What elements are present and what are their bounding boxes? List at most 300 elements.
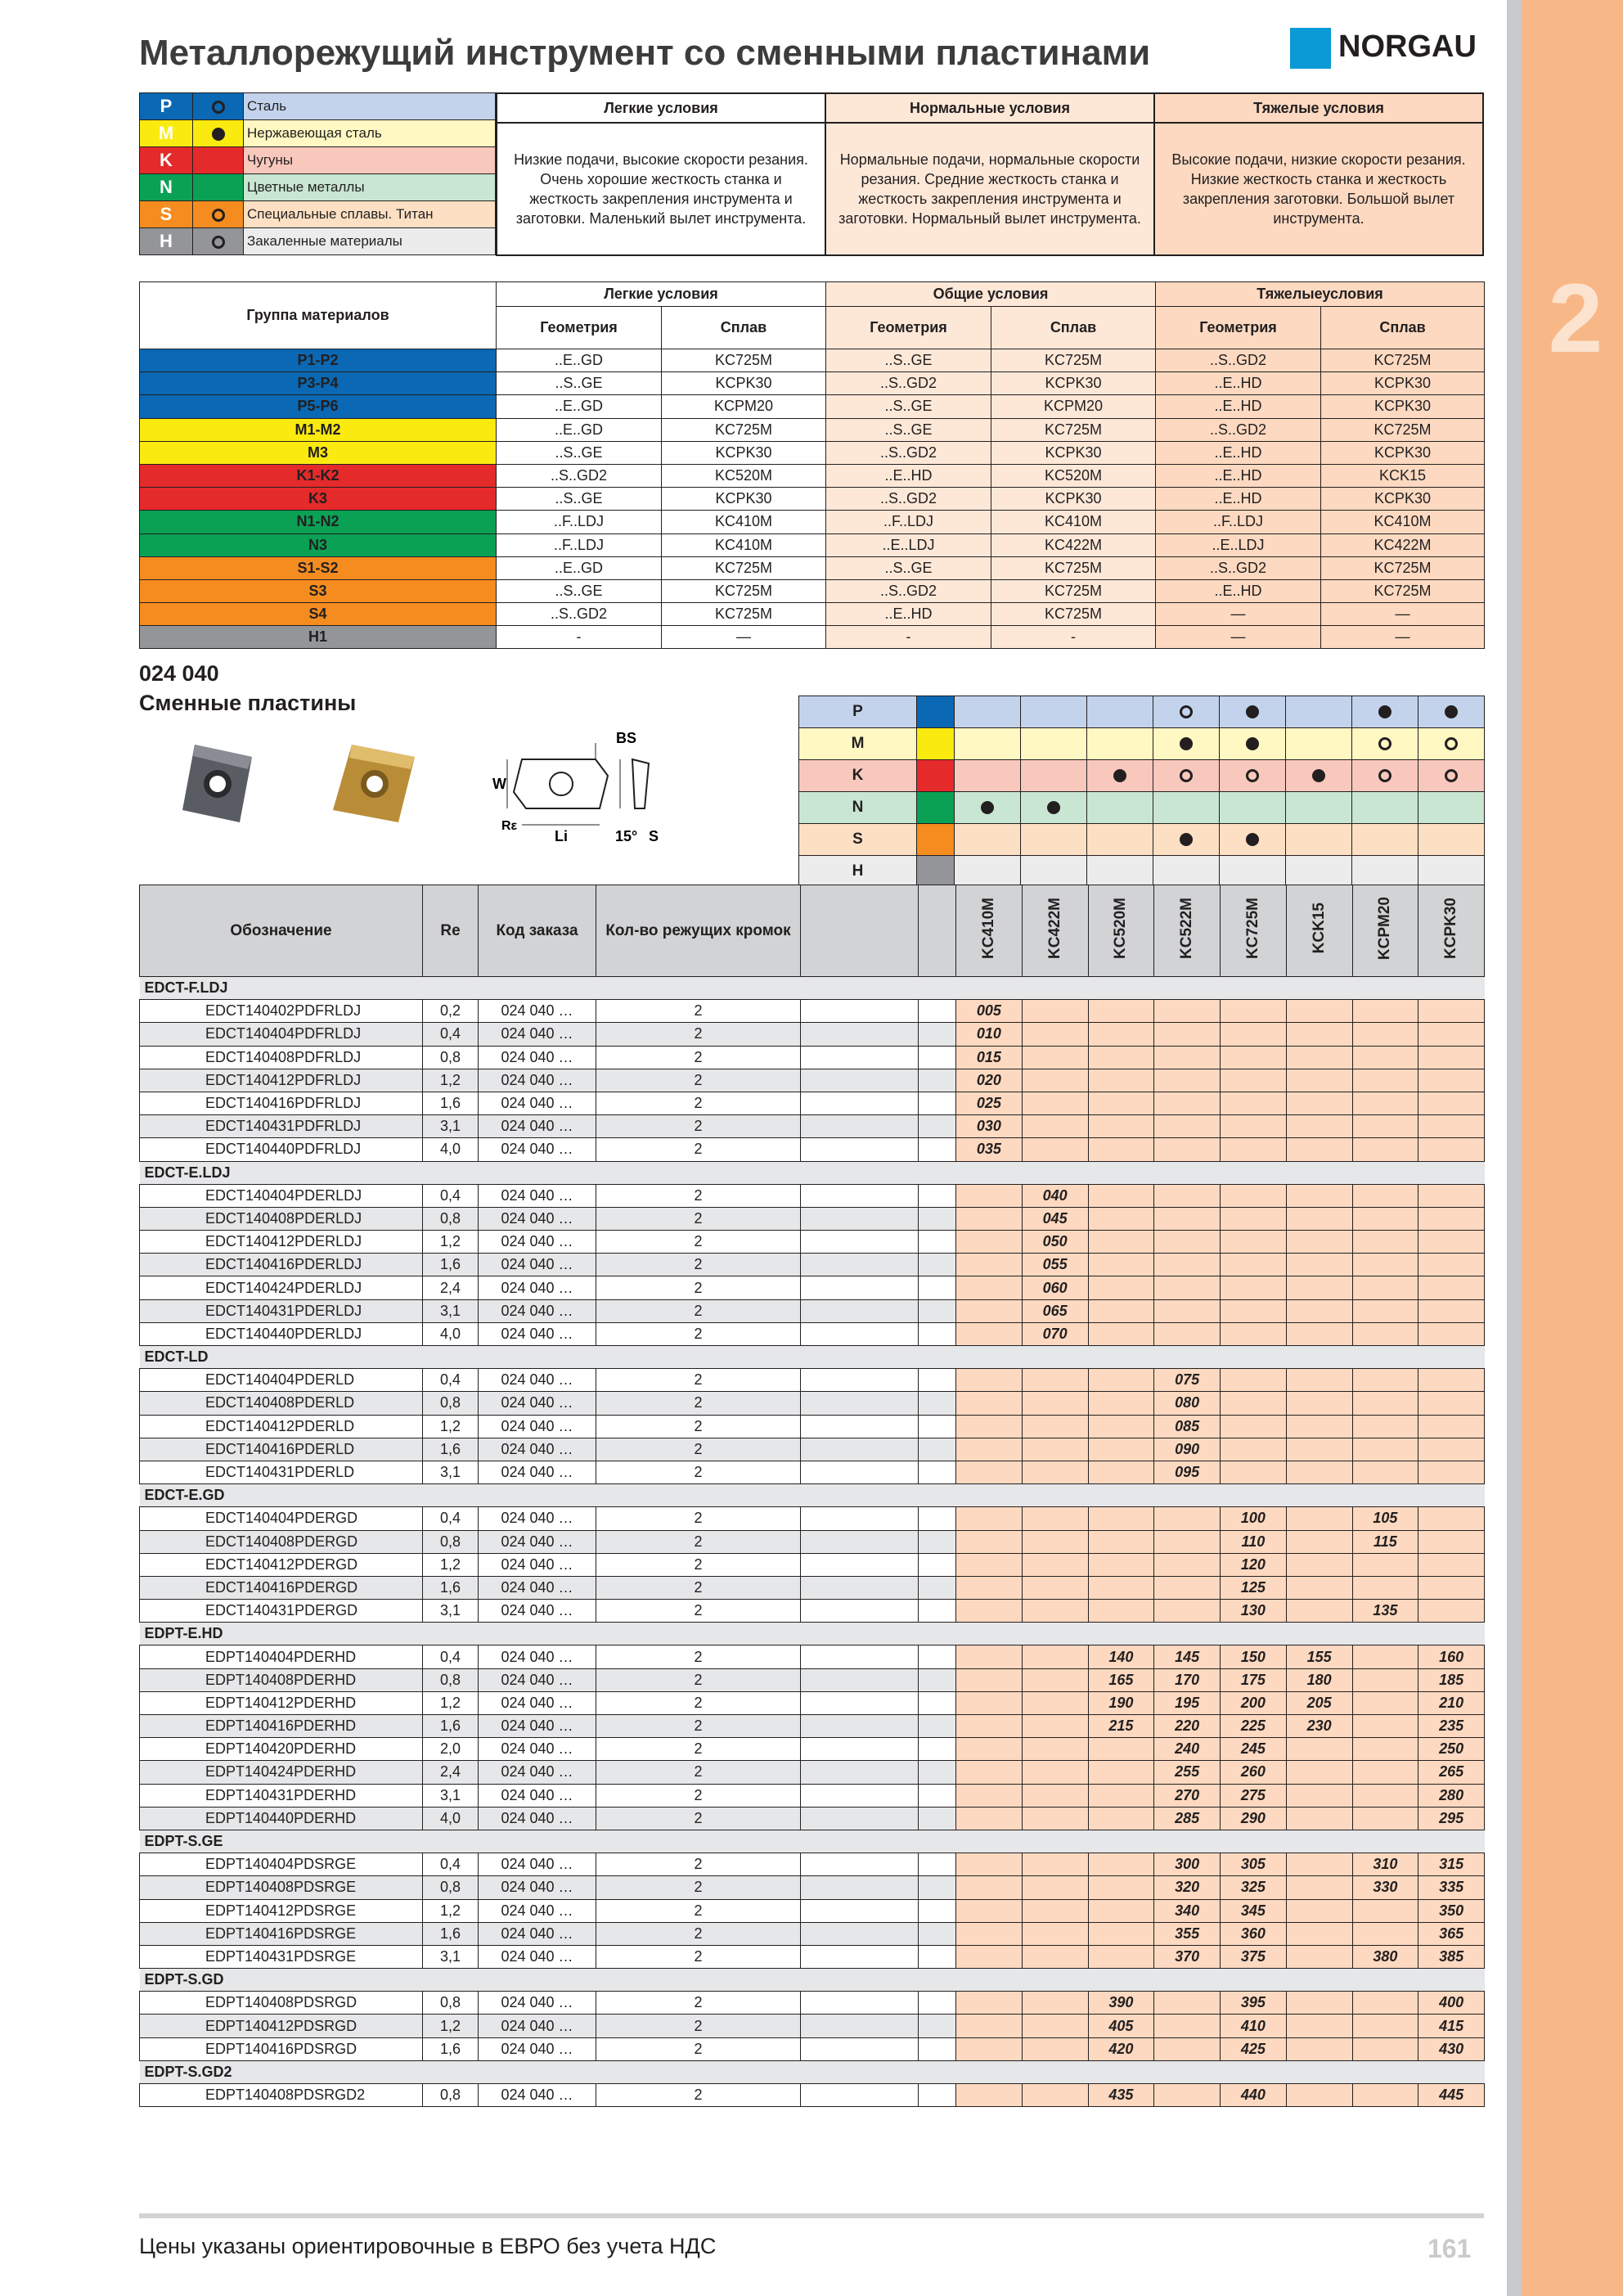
blank-cell	[801, 1668, 919, 1691]
matrix-cell	[1352, 856, 1418, 888]
price-cell	[956, 2084, 1023, 2107]
matrix-cell	[1087, 728, 1153, 760]
price-cell	[1352, 1668, 1418, 1691]
price-cell: 315	[1418, 1853, 1485, 1876]
blank-header	[801, 885, 919, 977]
order-code-cell: 024 040 …	[479, 1322, 596, 1345]
grade-cell: KC410M	[1321, 511, 1485, 533]
price-cell	[1088, 1922, 1154, 1945]
order-code-cell: 024 040 …	[479, 1138, 596, 1161]
matrix-cell	[1021, 856, 1087, 888]
price-cell: 410	[1221, 2015, 1287, 2037]
price-cell	[1022, 1046, 1088, 1069]
grade-header	[1088, 885, 1154, 977]
table-row	[140, 1369, 1485, 1392]
price-cell	[1022, 1645, 1088, 1668]
price-cell	[1418, 1115, 1485, 1138]
grade-cell: ..S..GD2	[826, 372, 991, 395]
grade-cell: ..F..LDJ	[497, 511, 662, 533]
blank-cell	[801, 1415, 919, 1438]
edges-cell: 2	[596, 1738, 801, 1761]
blank-cell	[919, 1138, 956, 1161]
price-cell	[1154, 1046, 1221, 1069]
price-cell	[1352, 1000, 1418, 1023]
price-cell: 330	[1352, 1876, 1418, 1899]
re-cell: 1,2	[423, 1415, 479, 1438]
grade-cell: -	[497, 626, 662, 649]
price-cell: 430	[1418, 2037, 1485, 2060]
price-cell	[1088, 1322, 1154, 1345]
re-cell: 1,6	[423, 1254, 479, 1276]
blank-cell	[801, 1761, 919, 1784]
order-code-cell: 024 040 …	[479, 1254, 596, 1276]
price-cell: 325	[1221, 1876, 1287, 1899]
price-cell: 270	[1154, 1784, 1221, 1807]
blank-cell	[801, 1553, 919, 1576]
table-row	[140, 1876, 1485, 1899]
blank-cell	[801, 1876, 919, 1899]
cond-light-title: Легкие условия	[497, 93, 825, 123]
material-group-row	[140, 441, 1485, 464]
blank-cell	[801, 1231, 919, 1254]
price-cell	[1022, 2037, 1088, 2060]
price-cell	[1286, 1322, 1352, 1345]
price-cell: 070	[1022, 1322, 1088, 1345]
matrix-cell	[1153, 824, 1220, 856]
price-cell	[1286, 1461, 1352, 1483]
price-cell	[1022, 1715, 1088, 1738]
price-cell: 135	[1352, 1600, 1418, 1623]
price-cell	[1286, 1092, 1352, 1114]
table-row	[140, 1415, 1485, 1438]
re-cell: 0,8	[423, 1046, 479, 1069]
grade-cell: KC725M	[1321, 556, 1485, 579]
grade-header	[1418, 885, 1485, 977]
price-cell	[1221, 1461, 1287, 1483]
price-cell: 080	[1154, 1392, 1221, 1415]
price-cell	[1088, 1853, 1154, 1876]
edges-cell: 2	[596, 1876, 801, 1899]
blank-cell	[801, 2084, 919, 2107]
price-cell	[956, 1461, 1023, 1483]
price-cell: 305	[1221, 1853, 1287, 1876]
blank-cell	[919, 1415, 956, 1438]
group-name: EDCT-LD	[140, 1346, 1485, 1369]
edges-cell: 2	[596, 1092, 801, 1114]
designation-cell: EDPT140416PDERHD	[140, 1715, 423, 1738]
designation-cell: EDCT140416PDERGD	[140, 1576, 423, 1599]
re-cell: 0,8	[423, 1392, 479, 1415]
price-cell: 390	[1088, 1992, 1154, 2015]
price-cell	[1352, 1899, 1418, 1922]
legend-label: Чугуны	[244, 147, 496, 174]
general-conditions-header: Общие условия	[826, 282, 1156, 307]
price-cell	[1286, 1231, 1352, 1254]
designation-cell: EDCT140440PDFRLDJ	[140, 1138, 423, 1161]
table-row	[140, 1392, 1485, 1415]
group-row	[140, 1830, 1485, 1853]
price-cell: 285	[1154, 1807, 1221, 1830]
edges-cell: 2	[596, 1922, 801, 1945]
price-cell: 015	[956, 1046, 1023, 1069]
price-cell	[1352, 1461, 1418, 1483]
price-cell	[1022, 1530, 1088, 1553]
price-cell	[1022, 2084, 1088, 2107]
cond-normal-text: Нормальные подачи, нормальные скорости резания. Средние жесткость станка и жесткость закрепления инструмента и заготовки. Нормальный вылет инструмента.	[825, 123, 1154, 255]
blank-cell	[801, 1254, 919, 1276]
material-group-cell: S4	[140, 603, 497, 626]
ring-icon	[1246, 769, 1259, 782]
matrix-cell	[1286, 856, 1352, 888]
matrix-cell	[1220, 856, 1286, 888]
price-cell	[1022, 1691, 1088, 1714]
legend-code: P	[140, 93, 193, 120]
price-cell	[956, 1530, 1023, 1553]
price-cell	[1221, 1415, 1287, 1438]
price-cell	[1154, 1530, 1221, 1553]
matrix-cell	[1352, 696, 1418, 728]
price-cell	[1022, 1415, 1088, 1438]
price-cell	[1022, 1392, 1088, 1415]
grade-cell: KC725M	[662, 349, 826, 372]
price-cell	[1088, 1369, 1154, 1392]
price-cell	[956, 1207, 1023, 1230]
matrix-cell	[1087, 760, 1153, 792]
re-cell: 3,1	[423, 1600, 479, 1623]
price-cell: 425	[1221, 2037, 1287, 2060]
table-row	[140, 1231, 1485, 1254]
legend-code: N	[140, 174, 193, 201]
order-code-cell: 024 040 …	[479, 1738, 596, 1761]
price-cell	[1022, 1600, 1088, 1623]
order-code-cell: 024 040 …	[479, 1645, 596, 1668]
price-cell	[1088, 1254, 1154, 1276]
price-cell	[1154, 1231, 1221, 1254]
price-cell: 215	[1088, 1715, 1154, 1738]
matrix-cell	[1418, 728, 1485, 760]
grade-cell: ..E..HD	[1156, 488, 1321, 511]
price-cell	[1088, 1807, 1154, 1830]
price-cell: 415	[1418, 2015, 1485, 2037]
re-cell: 0,8	[423, 2084, 479, 2107]
material-group-row	[140, 626, 1485, 649]
order-code-cell: 024 040 …	[479, 1784, 596, 1807]
grade-label: KC422M	[1045, 898, 1063, 959]
chapter-number: 2	[1548, 263, 1603, 373]
grade-header	[1154, 885, 1221, 977]
heavy-conditions-header: Тяжелыеусловия	[1156, 282, 1485, 307]
dot-icon	[981, 801, 994, 814]
table-row	[140, 1207, 1485, 1230]
insert-drawing	[489, 727, 686, 845]
grade-cell: —	[1156, 626, 1321, 649]
grade-cell: -	[991, 626, 1156, 649]
legend-symbol	[193, 174, 244, 201]
ring-icon	[1378, 769, 1391, 782]
legend-symbol	[193, 228, 244, 255]
edges-cell: 2	[596, 1853, 801, 1876]
price-cell: 165	[1088, 1668, 1154, 1691]
price-cell	[1088, 1738, 1154, 1761]
price-cell	[956, 1322, 1023, 1345]
price-cell	[956, 1784, 1023, 1807]
edges-cell: 2	[596, 1438, 801, 1461]
blank-cell	[801, 1715, 919, 1738]
table-row	[140, 1853, 1485, 1876]
price-cell: 045	[1022, 1207, 1088, 1230]
price-cell	[1088, 1046, 1154, 1069]
price-cell	[1286, 1507, 1352, 1530]
edges-cell: 2	[596, 1784, 801, 1807]
designation-cell: EDCT140416PDFRLDJ	[140, 1092, 423, 1114]
blank-cell	[919, 1715, 956, 1738]
blank-cell	[801, 1438, 919, 1461]
legend-symbol	[193, 147, 244, 174]
legend-code: H	[140, 228, 193, 255]
price-cell	[1286, 2037, 1352, 2060]
grade-cell: KCPK30	[1321, 372, 1485, 395]
price-cell	[1022, 1761, 1088, 1784]
price-cell	[1221, 1392, 1287, 1415]
price-cell: 445	[1418, 2084, 1485, 2107]
matrix-cell	[955, 760, 1021, 792]
price-cell	[1088, 1945, 1154, 1968]
price-cell	[1088, 1276, 1154, 1299]
price-cell: 035	[956, 1138, 1023, 1161]
price-cell	[1286, 1853, 1352, 1876]
order-code-cell: 024 040 …	[479, 1069, 596, 1092]
designation-cell: EDCT140404PDERLDJ	[140, 1184, 423, 1207]
edges-cell: 2	[596, 1207, 801, 1230]
grade-cell: —	[1321, 603, 1485, 626]
table-row	[140, 1761, 1485, 1784]
price-cell: 125	[1221, 1576, 1287, 1599]
blank-cell	[919, 1668, 956, 1691]
designation-cell: EDPT140412PDERHD	[140, 1691, 423, 1714]
price-cell	[1418, 1092, 1485, 1114]
page-number: 161	[1427, 2234, 1472, 2263]
price-cell	[1418, 1207, 1485, 1230]
edges-cell: 2	[596, 1715, 801, 1738]
table-row	[140, 1115, 1485, 1138]
price-cell	[956, 1600, 1023, 1623]
price-cell	[1088, 1899, 1154, 1922]
price-cell	[1286, 1023, 1352, 1046]
price-cell	[1221, 1138, 1287, 1161]
price-cell: 205	[1286, 1691, 1352, 1714]
blank-cell	[801, 1299, 919, 1322]
cond-normal-title: Нормальные условия	[825, 93, 1154, 123]
designation-cell: EDCT140408PDFRLDJ	[140, 1046, 423, 1069]
price-cell	[956, 1576, 1023, 1599]
price-cell: 175	[1221, 1668, 1287, 1691]
re-cell: 0,8	[423, 1668, 479, 1691]
grade-header	[956, 885, 1023, 977]
designation-cell: EDPT140404PDERHD	[140, 1645, 423, 1668]
group-row	[140, 1623, 1485, 1645]
designation-cell: EDPT140408PDSRGE	[140, 1876, 423, 1899]
price-cell	[1418, 1415, 1485, 1438]
drawing-label: 15°	[615, 828, 638, 844]
matrix-cell	[1286, 728, 1352, 760]
price-cell: 255	[1154, 1761, 1221, 1784]
price-cell	[1352, 1922, 1418, 1945]
price-cell	[1154, 1992, 1221, 2015]
price-cell	[1022, 1507, 1088, 1530]
order-code-cell: 024 040 …	[479, 1369, 596, 1392]
re-cell: 1,6	[423, 1438, 479, 1461]
grade-label: KC725M	[1243, 898, 1261, 959]
price-cell	[1088, 1761, 1154, 1784]
blank-cell	[919, 1276, 956, 1299]
cond-heavy-title: Тяжелые условия	[1154, 93, 1483, 123]
price-cell: 095	[1154, 1461, 1221, 1483]
material-group-row	[140, 395, 1485, 418]
price-cell	[1221, 1069, 1287, 1092]
matrix-cell	[1418, 760, 1485, 792]
designation-cell: EDCT140404PDERLD	[140, 1369, 423, 1392]
legend-row	[140, 201, 496, 228]
price-cell	[1352, 1207, 1418, 1230]
price-cell	[956, 1853, 1023, 1876]
edges-header: Кол-во режущих кромок	[596, 885, 801, 977]
material-group-cell: M3	[140, 441, 497, 464]
price-cell	[956, 1507, 1023, 1530]
order-code-cell: 024 040 …	[479, 1046, 596, 1069]
designation-header: Обозначение	[140, 885, 423, 977]
material-group-header: Группа материалов	[140, 282, 497, 349]
table-row	[140, 1254, 1485, 1276]
grade-cell: KCPK30	[991, 488, 1156, 511]
table-row	[140, 1138, 1485, 1161]
edges-cell: 2	[596, 1299, 801, 1322]
grade-header	[1022, 885, 1088, 977]
matrix-row	[799, 696, 1485, 728]
matrix-cell	[1021, 824, 1087, 856]
grade-cell: KCPK30	[662, 488, 826, 511]
grade-cell: ..E..GD	[497, 418, 662, 441]
re-header: Re	[423, 885, 479, 977]
price-cell	[1154, 1000, 1221, 1023]
matrix-row	[799, 856, 1485, 888]
matrix-cell	[1021, 792, 1087, 824]
grade-cell: KC725M	[662, 579, 826, 602]
re-cell: 2,4	[423, 1276, 479, 1299]
table-row	[140, 1299, 1485, 1322]
grade-cell: KC422M	[1321, 533, 1485, 556]
grade-cell: —	[1321, 626, 1485, 649]
edges-cell: 2	[596, 1807, 801, 1830]
grade-cell: ..S..GE	[826, 556, 991, 579]
price-cell	[1286, 1184, 1352, 1207]
price-cell: 235	[1418, 1715, 1485, 1738]
price-cell	[1088, 1092, 1154, 1114]
matrix-cell	[1021, 760, 1087, 792]
price-cell: 225	[1221, 1715, 1287, 1738]
legend-label: Специальные сплавы. Титан	[244, 201, 496, 228]
price-cell	[1286, 1784, 1352, 1807]
grade-cell: -	[826, 626, 991, 649]
matrix-cell	[1418, 792, 1485, 824]
price-cell	[956, 1876, 1023, 1899]
re-cell: 0,8	[423, 1207, 479, 1230]
price-cell	[1154, 1023, 1221, 1046]
order-code-cell: 024 040 …	[479, 1299, 596, 1322]
price-cell	[956, 2037, 1023, 2060]
price-cell	[1088, 1438, 1154, 1461]
blank-cell	[801, 1645, 919, 1668]
price-cell	[1221, 1254, 1287, 1276]
price-cell: 185	[1418, 1668, 1485, 1691]
blank-cell	[919, 1507, 956, 1530]
blank-cell	[801, 1853, 919, 1876]
price-cell	[1286, 1553, 1352, 1576]
re-cell: 1,2	[423, 1899, 479, 1922]
edges-cell: 2	[596, 1069, 801, 1092]
price-cell	[1154, 1207, 1221, 1230]
grade-cell: KC410M	[662, 511, 826, 533]
grade-header	[1352, 885, 1418, 977]
designation-cell: EDCT140416PDERLDJ	[140, 1254, 423, 1276]
price-cell	[1418, 1322, 1485, 1345]
re-cell: 1,2	[423, 1231, 479, 1254]
designation-cell: EDCT140404PDERGD	[140, 1507, 423, 1530]
price-cell	[1154, 1576, 1221, 1599]
price-cell: 105	[1352, 1507, 1418, 1530]
price-cell	[956, 1992, 1023, 2015]
grade-label: KC410M	[979, 898, 997, 959]
price-cell	[1088, 1876, 1154, 1899]
material-group-row	[140, 349, 1485, 372]
order-code-cell: 024 040 …	[479, 1945, 596, 1968]
price-cell	[956, 1299, 1023, 1322]
edges-cell: 2	[596, 1023, 801, 1046]
matrix-color	[917, 760, 955, 792]
price-cell	[1352, 1691, 1418, 1714]
material-group-cell: N1-N2	[140, 511, 497, 533]
grade-cell: KC725M	[662, 603, 826, 626]
price-cell	[1022, 1069, 1088, 1092]
re-cell: 0,8	[423, 1992, 479, 2015]
edges-cell: 2	[596, 2037, 801, 2060]
edges-cell: 2	[596, 1600, 801, 1623]
price-cell	[1418, 1184, 1485, 1207]
blank-cell	[801, 1138, 919, 1161]
dot-icon	[1246, 737, 1259, 750]
edges-cell: 2	[596, 1668, 801, 1691]
edges-cell: 2	[596, 1530, 801, 1553]
re-cell: 0,4	[423, 1645, 479, 1668]
geometry-header: Геометрия	[1156, 307, 1321, 349]
blank-cell	[919, 1299, 956, 1322]
grade-cell: KC520M	[991, 464, 1156, 487]
matrix-color	[917, 696, 955, 728]
price-cell	[956, 1807, 1023, 1830]
edges-cell: 2	[596, 1461, 801, 1483]
price-cell: 365	[1418, 1922, 1485, 1945]
matrix-cell	[1153, 856, 1220, 888]
designation-cell: EDPT140408PDSRGD	[140, 1992, 423, 2015]
price-cell: 435	[1088, 2084, 1154, 2107]
material-group-cell: K1-K2	[140, 464, 497, 487]
blank-cell	[801, 1000, 919, 1023]
price-cell	[1418, 1461, 1485, 1483]
matrix-cell	[1087, 792, 1153, 824]
price-cell: 335	[1418, 1876, 1485, 1899]
re-cell: 0,8	[423, 1530, 479, 1553]
price-cell	[1352, 1761, 1418, 1784]
price-cell	[1286, 1207, 1352, 1230]
